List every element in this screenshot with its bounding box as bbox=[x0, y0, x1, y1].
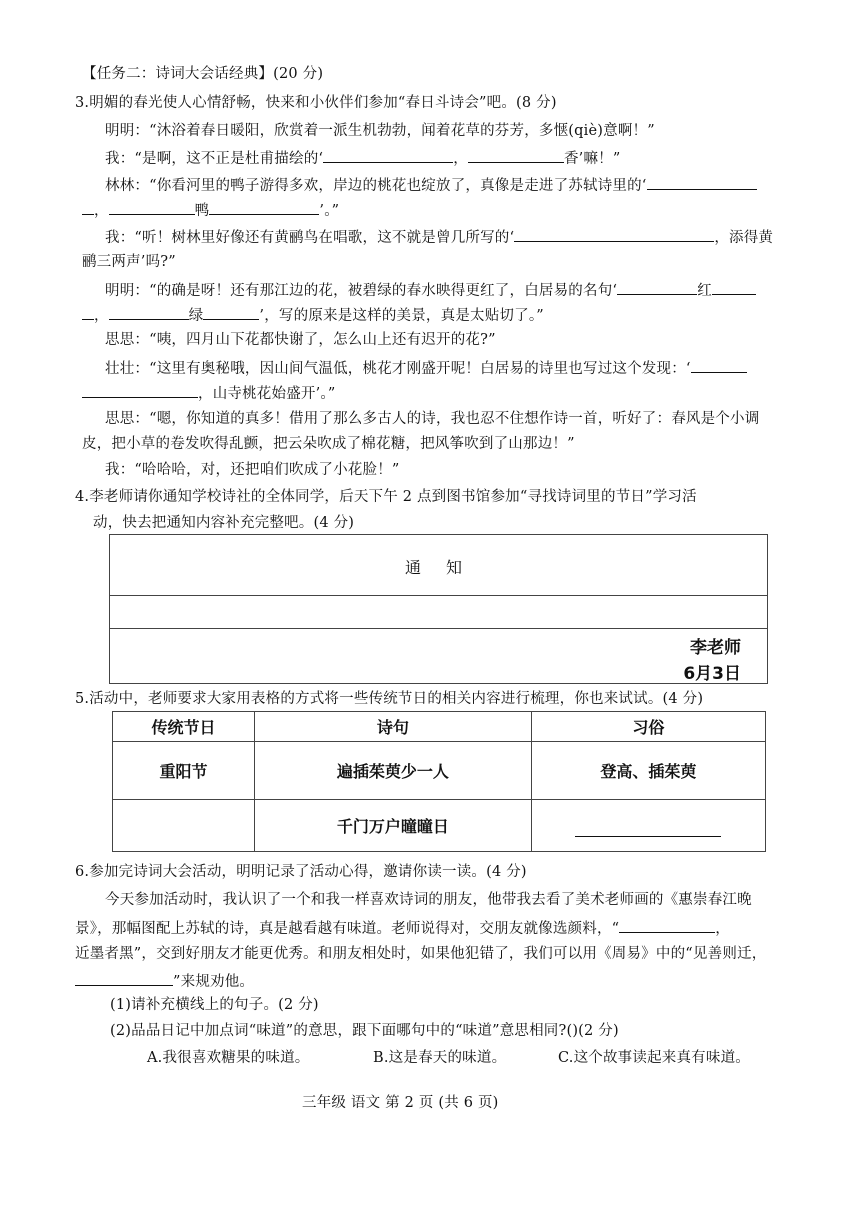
q6-para-1: 今天参加活动时，我认识了一个和我一样喜欢诗词的朋友，他带我去看了美术老师画的《惠崇春江晚 bbox=[105, 892, 752, 908]
notice-signer: 李老师 bbox=[690, 638, 741, 658]
q3-line-sisi-2: 思思：“嗯，你知道的真多！借用了那么多古人的诗，我也忍不住想作诗一首，听好了：春风是个小调 bbox=[105, 411, 760, 427]
q3-line-sisi: 思思：“咦，四月山下花都快谢了，怎么山上还有迟开的花?” bbox=[105, 332, 496, 348]
q6-p2-text-b: ， bbox=[715, 921, 730, 937]
answer-blank[interactable] bbox=[203, 304, 259, 320]
q4-stem-2: 动，快去把通知内容补充完整吧。(4 分) bbox=[93, 515, 355, 531]
answer-blank[interactable] bbox=[75, 970, 173, 986]
answer-blank[interactable] bbox=[514, 226, 714, 242]
q3-l7-text-b: 红 bbox=[697, 283, 712, 299]
page-footer: 三年级 语文 第 2 页 (共 6 页) bbox=[302, 1095, 499, 1111]
q3-line-zhuangzhuang bbox=[105, 357, 747, 379]
answer-blank[interactable] bbox=[109, 199, 195, 215]
answer-blank[interactable] bbox=[691, 357, 747, 373]
q3-l5-text-b: ，添得黄 bbox=[714, 230, 774, 246]
option-c[interactable]: C.这个故事读起来真有味道。 bbox=[558, 1050, 750, 1066]
answer-blank[interactable] bbox=[575, 821, 721, 837]
answer-blank[interactable] bbox=[82, 304, 94, 320]
q3-l2-text-a: 我：“是啊，这不正是杜甫描绘的‘ bbox=[105, 151, 324, 167]
notice-date: 6月3日 bbox=[683, 664, 741, 684]
q3-line-zhuangzhuang-cont bbox=[82, 382, 335, 404]
cell-poem: 千门万户曈曈日 bbox=[254, 800, 531, 852]
answer-blank[interactable] bbox=[468, 147, 564, 163]
task-heading: 【任务二：诗词大会话经典】(20 分) bbox=[82, 66, 324, 82]
q6-p4-text: ”来规劝他。 bbox=[173, 974, 255, 990]
q3-line-mingming-2-cont bbox=[82, 304, 544, 326]
notice-title-row bbox=[110, 535, 767, 596]
q3-l8-text-b: 绿 bbox=[188, 308, 204, 324]
q3-l4-text-b: 鸭 bbox=[194, 203, 210, 219]
q3-line-wo-2 bbox=[105, 226, 773, 248]
option-b[interactable]: B.这是春天的味道。 bbox=[373, 1050, 507, 1066]
q6-sub-1: (1)请补充横线上的句子。(2 分) bbox=[110, 997, 319, 1013]
header-festival: 传统节日 bbox=[113, 712, 255, 742]
q3-l3-text: 林林：“你看河里的鸭子游得多欢，岸边的桃花也绽放了，真像是走进了苏轼诗里的‘ bbox=[105, 178, 647, 194]
q3-l5-text-a: 我：“听！树林里好像还有黄鹂鸟在唱歌，这不就是曾几所写的‘ bbox=[105, 230, 515, 246]
answer-blank[interactable] bbox=[617, 279, 697, 295]
q6-stem: 6.参加完诗词大会活动，明明记录了活动心得，邀请你读一读。(4 分) bbox=[75, 864, 527, 880]
answer-blank[interactable] bbox=[82, 199, 94, 215]
q3-l2-text-b: ， bbox=[453, 151, 468, 167]
q6-para-4 bbox=[75, 970, 254, 992]
notice-title: 通 知 bbox=[404, 558, 473, 577]
q3-l8-text-a: ， bbox=[94, 308, 109, 324]
q3-line-linlin-cont bbox=[82, 199, 339, 221]
q6-p2-text-a: 景》，那幅图配上苏轼的诗，真是越看越有味道。老师说得对，交朋友就像选颜料，“ bbox=[75, 921, 620, 937]
q3-stem: 3.明媚的春光使人心情舒畅，快来和小伙伴们参加“春日斗诗会”吧。(8 分) bbox=[75, 95, 557, 111]
answer-blank[interactable] bbox=[647, 174, 757, 190]
q3-l8-text-c: ’，写的原来是这样的美景，真是太贴切了。” bbox=[259, 308, 544, 324]
q3-line-wo-3: 我：“哈哈哈，对，还把咱们吹成了小花脸！” bbox=[105, 462, 400, 478]
cell-festival-answer[interactable] bbox=[113, 800, 255, 852]
table-row bbox=[113, 742, 766, 800]
q6-sub-2: (2)品品日记中加点词“味道”的意思，跟下面哪句中的“味道”意思相同?()(2 分) bbox=[110, 1023, 619, 1039]
answer-blank[interactable] bbox=[82, 382, 198, 398]
option-a[interactable]: A.我很喜欢糖果的味道。 bbox=[147, 1050, 310, 1066]
header-custom: 习俗 bbox=[531, 712, 765, 742]
table-header-row bbox=[113, 712, 766, 742]
q5-stem: 5.活动中，老师要求大家用表格的方式将一些传统节日的相关内容进行梳理，你也来试试。(4 分) bbox=[75, 691, 704, 707]
q3-l2-text-c: 香’嘛！” bbox=[563, 151, 621, 167]
q3-l11-text: ，山寺桃花始盛开’。” bbox=[198, 386, 336, 402]
q6-para-2 bbox=[75, 917, 730, 939]
q3-l7-text-a: 明明：“的确是呀！还有那江边的花，被碧绿的春水映得更红了，白居易的名句‘ bbox=[105, 283, 618, 299]
q3-l10-text: 壮壮：“这里有奥秘哦，因山间气温低，桃花才刚盛开呢！白居易的诗里也写过这个发现：‘ bbox=[105, 361, 691, 377]
notice-content-field[interactable] bbox=[110, 596, 767, 629]
notice-box bbox=[109, 534, 768, 684]
q3-line-sisi-2-cont: 皮，把小草的卷发吹得乱颤，把云朵吹成了棉花糖，把风筝吹到了山那边！” bbox=[82, 436, 575, 452]
q3-line-linlin bbox=[105, 174, 757, 196]
answer-blank[interactable] bbox=[323, 147, 453, 163]
q3-line-wo-2-cont: 鹂三两声’吗?” bbox=[82, 254, 176, 270]
cell-custom: 登高、插茱萸 bbox=[531, 742, 765, 800]
header-poem: 诗句 bbox=[254, 712, 531, 742]
q3-line-mingming: 明明：“沐浴着春日暖阳，欣赏着一派生机勃勃，闻着花草的芬芳，多惬(qiè)意啊！” bbox=[105, 123, 655, 139]
q3-l4-text-c: ’。” bbox=[319, 203, 340, 219]
q4-stem-1: 4.李老师请你通知学校诗社的全体同学，后天下午 2 点到图书馆参加“寻找诗词里的节日”学习活 bbox=[75, 489, 697, 505]
cell-custom-answer[interactable] bbox=[531, 800, 765, 852]
q6-para-3: 近墨者黑”，交到好朋友才能更优秀。和朋友相处时，如果他犯错了，我们可以用《周易》中的“见善则迁， bbox=[75, 946, 767, 962]
festival-table bbox=[112, 711, 766, 852]
answer-blank[interactable] bbox=[619, 917, 715, 933]
answer-blank[interactable] bbox=[712, 279, 756, 295]
q3-line-mingming-2 bbox=[105, 279, 756, 301]
q3-line-wo-1 bbox=[105, 147, 620, 169]
answer-blank[interactable] bbox=[209, 199, 319, 215]
table-row bbox=[113, 800, 766, 852]
q3-l4-text-a: ， bbox=[94, 203, 109, 219]
cell-festival: 重阳节 bbox=[113, 742, 255, 800]
cell-poem: 遍插茱萸少一人 bbox=[254, 742, 531, 800]
answer-blank[interactable] bbox=[109, 304, 189, 320]
